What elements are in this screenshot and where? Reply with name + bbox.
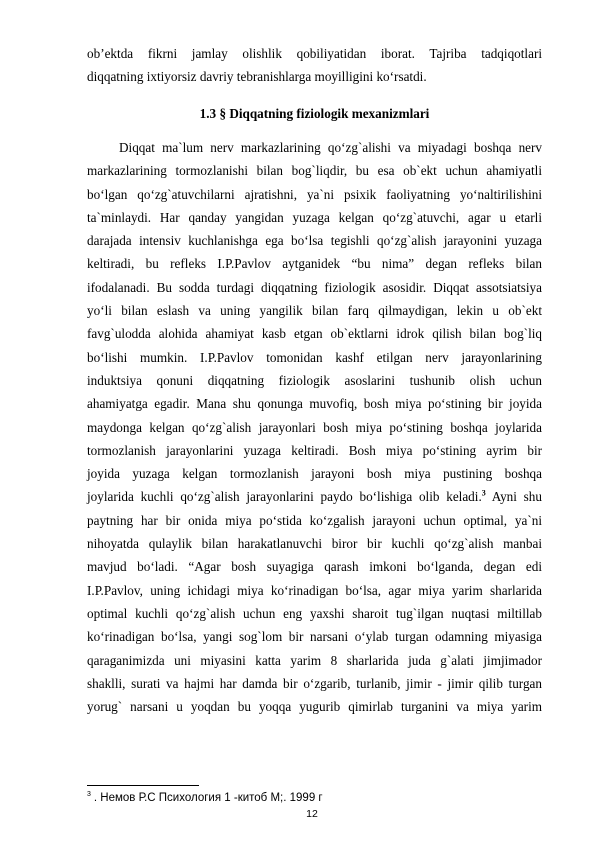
body-line: Diqqat ma`lum nerv markazlarining qo‘zg`alishi va miyadagi boshqa nerv (119, 140, 542, 155)
body-line: markazlarining tormozlanishi bilan bog`liqdir, bu esa ob`ekt uchun ahamiyatli (87, 163, 542, 179)
body-line-with-footnote-ref (87, 485, 542, 508)
body-line: tormozlanish jarayonlarini yuzaga keltiradi. Bosh miya po‘stining ayrim bir (87, 442, 542, 458)
body-line: mavjud bo‘ladi. “Agar bosh suyagiga qarash imkoni bo‘lganda, degan edi (87, 559, 542, 575)
body-line: favg`ulodda alohida ahamiyat kasb etgan ob`ektlarni idrok qilish bilan bog`liq (87, 326, 542, 342)
body-line: paytning har bir onida miya po‘stida ko‘zgalish jarayoni uchun optimal, ya`ni (87, 512, 542, 528)
footnote-reference[interactable]: 3 (481, 489, 486, 499)
body-line: optimal kuchli qo‘zg`alish uchun eng yaxshi sharoit tug`ilgan nuqtasi miltillab (87, 605, 542, 621)
footnote (87, 790, 323, 806)
page-number: 12 (306, 808, 318, 820)
body-line: darajada intensiv kuchlanishga ega bo‘lsa tegishli qo‘zg`alish jarayonini yuzaga (87, 233, 542, 249)
footnote-mark: 3 (87, 791, 91, 799)
body-line: joyida yuzaga kelgan tormozlanish jarayoni bosh miya pustining boshqa (87, 466, 542, 482)
body-text: Ayni shu (485, 489, 542, 505)
body-line: yorug` narsani u yoqdan bu yoqqa yugurib qimirlab turganini va miya yarim (87, 699, 542, 715)
body-line: bo‘lgan qo‘zg`atuvchilarni ajratishni, ya`ni psixik faoliyatning yo‘naltirilishini (87, 186, 542, 202)
body-text: joylarida kuchli qo‘zg`alish jarayonlarini paydo bo‘lishiga olib keladi. (87, 489, 482, 505)
section-heading: 1.3 § Diqqatning fiziologik mexanizmlari (199, 106, 430, 121)
body-line: ifodalanadi. Bu sodda turdagi diqqatning fiziologik asosidir. Diqqat assotsiatsiya (87, 279, 542, 295)
body-line: qaraganimizda uni miyasini katta yarim 8 sharlarida juda g`alati jimjimador (87, 652, 542, 668)
intro-paragraph (87, 42, 542, 89)
body-line: maydonga kelgan qo‘zg`alish jarayonlari bosh miya po‘stining boshqa joylarida (87, 419, 542, 435)
body-line: nihoyatda qulaylik bilan harakatlanuvchi biror bir kuchli qo‘zg`alish manbai (87, 536, 542, 552)
body-line: ko‘rinadigan bo‘lsa, yangi sog`lom bir narsani o‘ylab turgan odamning miyasiga (87, 629, 542, 645)
intro-line: diqqatning ixtiyorsiz davriy tebranishlarga moyilligini ko‘rsatdi. (87, 69, 427, 85)
footnote-text: . Немов Р.С Психология 1 -китоб М;. 1999 г (93, 792, 323, 804)
body-line: ahamiyatga egadir. Mana shu qonunga muvofiq, bosh miya po‘stining bir joyida (87, 396, 542, 412)
footnote-divider (87, 785, 199, 786)
body-line: ta`minlaydi. Har qanday yangidan yuzaga kelgan qo‘zg`atuvchi, agar u etarli (87, 209, 542, 225)
body-line: I.P.Pavlov, uning ichidagi miya ko‘rinadigan bo‘lsa, agar miya yarim sharlarida (87, 582, 542, 598)
main-paragraph (87, 136, 542, 718)
body-line: keltiradi, bu refleks I.P.Pavlov aytganidek “bu nima” degan refleks bilan (87, 256, 542, 272)
body-line: bo‘lishi mumkin. I.P.Pavlov tomonidan kashf etilgan nerv jarayonlarining (87, 349, 542, 365)
body-line: induktsiya qonuni diqqatning fiziologik asoslarini tushunib olish uchun (87, 372, 542, 388)
intro-line: ob’ektda fikrni jamlay olishlik qobiliyatidan iborat. Tajriba tadqiqotlari (87, 46, 542, 61)
body-line: yo‘li bilan eslash va uning yangilik bilan farq qilmaydigan, lekin u ob`ekt (87, 303, 542, 319)
body-line: shaklli, surati va hajmi har damda bir o‘zgarib, turlanib, jimir - jimir qilib turgan (87, 675, 542, 691)
